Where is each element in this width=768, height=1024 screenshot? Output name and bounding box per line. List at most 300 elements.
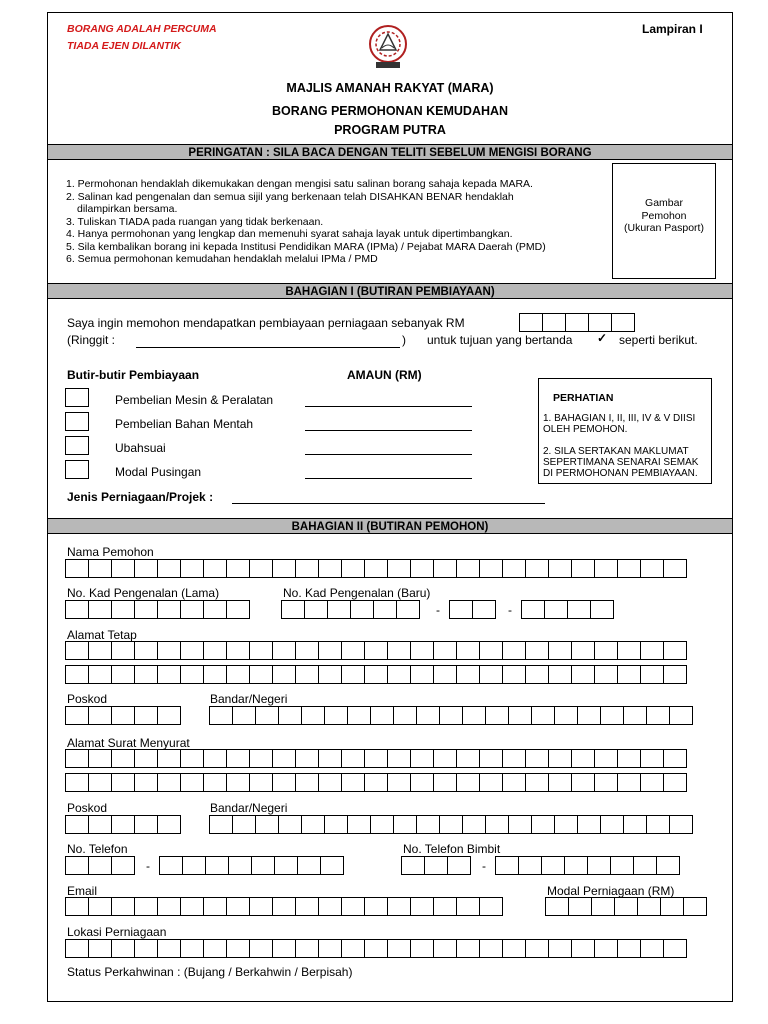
char-box[interactable] [571, 641, 595, 660]
char-box[interactable] [347, 706, 371, 725]
char-box[interactable] [410, 749, 434, 768]
char-box[interactable] [88, 897, 112, 916]
char-box[interactable] [249, 641, 273, 660]
char-box[interactable] [157, 665, 181, 684]
char-box[interactable] [433, 897, 457, 916]
char-box[interactable] [669, 706, 693, 725]
char-box[interactable] [416, 815, 440, 834]
char-box[interactable] [295, 749, 319, 768]
char-box[interactable] [88, 749, 112, 768]
ic-new-boxes-2[interactable] [449, 600, 496, 619]
photo-box[interactable] [612, 163, 716, 279]
char-box[interactable] [617, 773, 641, 792]
char-box[interactable] [456, 641, 480, 660]
char-box[interactable] [111, 749, 135, 768]
char-box[interactable] [111, 856, 135, 875]
char-box[interactable] [456, 897, 480, 916]
char-box[interactable] [318, 641, 342, 660]
char-box[interactable] [416, 706, 440, 725]
char-box[interactable] [387, 559, 411, 578]
address-boxes[interactable] [65, 641, 687, 660]
char-box[interactable] [278, 815, 302, 834]
char-box[interactable] [623, 706, 647, 725]
char-box[interactable] [134, 559, 158, 578]
char-box[interactable] [318, 665, 342, 684]
char-box[interactable] [295, 897, 319, 916]
char-box[interactable] [544, 600, 568, 619]
postcode-boxes[interactable] [65, 815, 181, 834]
char-box[interactable] [180, 773, 204, 792]
char-box[interactable] [410, 939, 434, 958]
char-box[interactable] [387, 641, 411, 660]
char-box[interactable] [180, 665, 204, 684]
char-box[interactable] [157, 897, 181, 916]
char-box[interactable] [209, 815, 233, 834]
amount-boxes[interactable] [519, 313, 635, 332]
char-box[interactable] [88, 559, 112, 578]
address-boxes[interactable] [65, 665, 687, 684]
char-box[interactable] [663, 641, 687, 660]
name-boxes[interactable] [65, 559, 687, 578]
char-box[interactable] [88, 773, 112, 792]
char-box[interactable] [341, 939, 365, 958]
char-box[interactable] [614, 897, 638, 916]
char-box[interactable] [571, 773, 595, 792]
char-box[interactable] [272, 939, 296, 958]
char-box[interactable] [525, 773, 549, 792]
char-box[interactable] [610, 856, 634, 875]
char-box[interactable] [65, 749, 89, 768]
char-box[interactable] [134, 815, 158, 834]
char-box[interactable] [88, 665, 112, 684]
char-box[interactable] [502, 641, 526, 660]
city-state-boxes[interactable] [209, 815, 693, 834]
char-box[interactable] [180, 749, 204, 768]
char-box[interactable] [663, 749, 687, 768]
email-boxes[interactable] [65, 897, 503, 916]
char-box[interactable] [521, 600, 545, 619]
char-box[interactable] [600, 706, 624, 725]
char-box[interactable] [111, 665, 135, 684]
char-box[interactable] [180, 939, 204, 958]
mobile-prefix-boxes[interactable] [401, 856, 471, 875]
char-box[interactable] [590, 600, 614, 619]
char-box[interactable] [88, 856, 112, 875]
mail-address-boxes[interactable] [65, 749, 687, 768]
char-box[interactable] [65, 939, 89, 958]
char-box[interactable] [341, 773, 365, 792]
char-box[interactable] [304, 600, 328, 619]
char-box[interactable] [209, 706, 233, 725]
char-box[interactable] [203, 665, 227, 684]
char-box[interactable] [350, 600, 374, 619]
char-box[interactable] [502, 665, 526, 684]
item-amount-line[interactable] [305, 418, 472, 431]
char-box[interactable] [370, 815, 394, 834]
item-amount-line[interactable] [305, 394, 472, 407]
char-box[interactable] [525, 641, 549, 660]
char-box[interactable] [341, 641, 365, 660]
char-box[interactable] [324, 706, 348, 725]
char-box[interactable] [301, 815, 325, 834]
char-box[interactable] [502, 749, 526, 768]
char-box[interactable] [433, 749, 457, 768]
char-box[interactable] [364, 749, 388, 768]
char-box[interactable] [272, 897, 296, 916]
char-box[interactable] [180, 641, 204, 660]
postcode-boxes[interactable] [65, 706, 181, 725]
char-box[interactable] [134, 939, 158, 958]
char-box[interactable] [318, 773, 342, 792]
char-box[interactable] [159, 856, 183, 875]
char-box[interactable] [548, 749, 572, 768]
char-box[interactable] [65, 665, 89, 684]
char-box[interactable] [324, 815, 348, 834]
char-box[interactable] [65, 641, 89, 660]
char-box[interactable] [531, 706, 555, 725]
char-box[interactable] [548, 939, 572, 958]
char-box[interactable] [232, 706, 256, 725]
phone-number-boxes[interactable] [159, 856, 344, 875]
char-box[interactable] [525, 665, 549, 684]
char-box[interactable] [424, 856, 448, 875]
char-box[interactable] [472, 600, 496, 619]
char-box[interactable] [111, 559, 135, 578]
char-box[interactable] [157, 706, 181, 725]
ic-new-boxes-1[interactable] [281, 600, 420, 619]
char-box[interactable] [571, 665, 595, 684]
char-box[interactable] [456, 773, 480, 792]
char-box[interactable] [111, 939, 135, 958]
char-box[interactable] [295, 665, 319, 684]
char-box[interactable] [203, 559, 227, 578]
char-box[interactable] [577, 815, 601, 834]
mobile-number-boxes[interactable] [495, 856, 680, 875]
char-box[interactable] [157, 939, 181, 958]
char-box[interactable] [479, 939, 503, 958]
char-box[interactable] [364, 773, 388, 792]
char-box[interactable] [226, 749, 250, 768]
char-box[interactable] [410, 641, 434, 660]
char-box[interactable] [387, 773, 411, 792]
char-box[interactable] [479, 749, 503, 768]
char-box[interactable] [157, 559, 181, 578]
char-box[interactable] [157, 749, 181, 768]
char-box[interactable] [567, 600, 591, 619]
char-box[interactable] [393, 815, 417, 834]
char-box[interactable] [433, 665, 457, 684]
char-box[interactable] [640, 665, 664, 684]
char-box[interactable] [111, 706, 135, 725]
char-box[interactable] [518, 856, 542, 875]
char-box[interactable] [591, 897, 615, 916]
char-box[interactable] [65, 897, 89, 916]
char-box[interactable] [433, 641, 457, 660]
char-box[interactable] [495, 856, 519, 875]
char-box[interactable] [640, 559, 664, 578]
char-box[interactable] [341, 559, 365, 578]
char-box[interactable] [449, 600, 473, 619]
char-box[interactable] [341, 897, 365, 916]
char-box[interactable] [548, 665, 572, 684]
char-box[interactable] [364, 939, 388, 958]
char-box[interactable] [251, 856, 275, 875]
ic-old-boxes[interactable] [65, 600, 250, 619]
char-box[interactable] [180, 600, 204, 619]
char-box[interactable] [65, 559, 89, 578]
char-box[interactable] [180, 559, 204, 578]
char-box[interactable] [433, 939, 457, 958]
item-amount-line[interactable] [305, 466, 472, 479]
char-box[interactable] [462, 706, 486, 725]
char-box[interactable] [318, 559, 342, 578]
char-box[interactable] [525, 939, 549, 958]
char-box[interactable] [508, 706, 532, 725]
char-box[interactable] [564, 856, 588, 875]
char-box[interactable] [548, 559, 572, 578]
char-box[interactable] [295, 773, 319, 792]
capital-boxes[interactable] [545, 897, 707, 916]
char-box[interactable] [401, 856, 425, 875]
char-box[interactable] [568, 897, 592, 916]
char-box[interactable] [320, 856, 344, 875]
char-box[interactable] [111, 897, 135, 916]
char-box[interactable] [226, 600, 250, 619]
char-box[interactable] [439, 706, 463, 725]
char-box[interactable] [571, 749, 595, 768]
char-box[interactable] [447, 856, 471, 875]
char-box[interactable] [640, 773, 664, 792]
char-box[interactable] [508, 815, 532, 834]
char-box[interactable] [111, 773, 135, 792]
char-box[interactable] [157, 815, 181, 834]
char-box[interactable] [545, 897, 569, 916]
char-box[interactable] [525, 559, 549, 578]
char-box[interactable] [134, 706, 158, 725]
char-box[interactable] [182, 856, 206, 875]
char-box[interactable] [232, 815, 256, 834]
char-box[interactable] [249, 773, 273, 792]
char-box[interactable] [640, 939, 664, 958]
char-box[interactable] [683, 897, 707, 916]
char-box[interactable] [65, 856, 89, 875]
char-box[interactable] [295, 559, 319, 578]
char-box[interactable] [272, 559, 296, 578]
char-box[interactable] [203, 641, 227, 660]
char-box[interactable] [249, 665, 273, 684]
char-box[interactable] [663, 559, 687, 578]
char-box[interactable] [410, 897, 434, 916]
char-box[interactable] [134, 897, 158, 916]
char-box[interactable] [111, 641, 135, 660]
item-checkbox[interactable] [65, 460, 89, 479]
char-box[interactable] [663, 665, 687, 684]
char-box[interactable] [462, 815, 486, 834]
char-box[interactable] [249, 559, 273, 578]
char-box[interactable] [157, 773, 181, 792]
char-box[interactable] [134, 773, 158, 792]
char-box[interactable] [456, 559, 480, 578]
char-box[interactable] [548, 641, 572, 660]
char-box[interactable] [479, 559, 503, 578]
char-box[interactable] [134, 641, 158, 660]
char-box[interactable] [295, 939, 319, 958]
char-box[interactable] [502, 559, 526, 578]
char-box[interactable] [278, 706, 302, 725]
char-box[interactable] [479, 641, 503, 660]
char-box[interactable] [65, 600, 89, 619]
char-box[interactable] [502, 939, 526, 958]
char-box[interactable] [646, 706, 670, 725]
char-box[interactable] [663, 939, 687, 958]
char-box[interactable] [387, 897, 411, 916]
char-box[interactable] [531, 815, 555, 834]
char-box[interactable] [669, 815, 693, 834]
char-box[interactable] [228, 856, 252, 875]
char-box[interactable] [203, 939, 227, 958]
char-box[interactable] [594, 773, 618, 792]
char-box[interactable] [180, 897, 204, 916]
char-box[interactable] [318, 897, 342, 916]
phone-prefix-boxes[interactable] [65, 856, 135, 875]
char-box[interactable] [541, 856, 565, 875]
char-box[interactable] [617, 749, 641, 768]
char-box[interactable] [157, 600, 181, 619]
char-box[interactable] [111, 600, 135, 619]
char-box[interactable] [274, 856, 298, 875]
char-box[interactable] [587, 856, 611, 875]
char-box[interactable] [272, 773, 296, 792]
char-box[interactable] [393, 706, 417, 725]
char-box[interactable] [65, 815, 89, 834]
char-box[interactable] [594, 665, 618, 684]
char-box[interactable] [65, 706, 89, 725]
char-box[interactable] [327, 600, 351, 619]
char-box[interactable] [600, 815, 624, 834]
char-box[interactable] [272, 665, 296, 684]
char-box[interactable] [364, 665, 388, 684]
char-box[interactable] [255, 815, 279, 834]
char-box[interactable] [485, 706, 509, 725]
char-box[interactable] [479, 773, 503, 792]
char-box[interactable] [364, 897, 388, 916]
char-box[interactable] [341, 665, 365, 684]
ic-new-boxes-3[interactable] [521, 600, 614, 619]
char-box[interactable] [594, 749, 618, 768]
char-box[interactable] [663, 773, 687, 792]
char-box[interactable] [226, 897, 250, 916]
char-box[interactable] [318, 939, 342, 958]
location-boxes[interactable] [65, 939, 687, 958]
item-checkbox[interactable] [65, 388, 89, 407]
city-state-boxes[interactable] [209, 706, 693, 725]
char-box[interactable] [633, 856, 657, 875]
char-box[interactable] [640, 749, 664, 768]
char-box[interactable] [433, 773, 457, 792]
char-box[interactable] [387, 665, 411, 684]
char-box[interactable] [249, 749, 273, 768]
char-box[interactable] [249, 939, 273, 958]
char-box[interactable] [485, 815, 509, 834]
char-box[interactable] [577, 706, 601, 725]
char-box[interactable] [203, 773, 227, 792]
char-box[interactable] [157, 641, 181, 660]
char-box[interactable] [640, 641, 664, 660]
char-box[interactable] [226, 773, 250, 792]
item-checkbox[interactable] [65, 436, 89, 455]
char-box[interactable] [88, 939, 112, 958]
char-box[interactable] [617, 641, 641, 660]
char-box[interactable] [301, 706, 325, 725]
char-box[interactable] [617, 665, 641, 684]
char-box[interactable] [134, 600, 158, 619]
char-box[interactable] [502, 773, 526, 792]
item-amount-line[interactable] [305, 442, 472, 455]
char-box[interactable] [205, 856, 229, 875]
char-box[interactable] [594, 641, 618, 660]
char-box[interactable] [272, 749, 296, 768]
char-box[interactable] [594, 559, 618, 578]
char-box[interactable] [656, 856, 680, 875]
char-box[interactable] [297, 856, 321, 875]
char-box[interactable] [637, 897, 661, 916]
char-box[interactable] [364, 641, 388, 660]
char-box[interactable] [203, 749, 227, 768]
char-box[interactable] [410, 773, 434, 792]
char-box[interactable] [226, 939, 250, 958]
char-box[interactable] [387, 749, 411, 768]
char-box[interactable] [554, 815, 578, 834]
char-box[interactable] [255, 706, 279, 725]
char-box[interactable] [226, 665, 250, 684]
char-box[interactable] [646, 815, 670, 834]
char-box[interactable] [456, 749, 480, 768]
char-box[interactable] [571, 559, 595, 578]
char-box[interactable] [410, 665, 434, 684]
char-box[interactable] [373, 600, 397, 619]
item-checkbox[interactable] [65, 412, 89, 431]
char-box[interactable] [341, 749, 365, 768]
char-box[interactable] [439, 815, 463, 834]
char-box[interactable] [364, 559, 388, 578]
char-box[interactable] [88, 706, 112, 725]
char-box[interactable] [203, 600, 227, 619]
char-box[interactable] [249, 897, 273, 916]
business-type-line[interactable] [232, 490, 545, 504]
char-box[interactable] [347, 815, 371, 834]
char-box[interactable] [571, 939, 595, 958]
char-box[interactable] [617, 939, 641, 958]
char-box[interactable] [410, 559, 434, 578]
char-box[interactable] [660, 897, 684, 916]
char-box[interactable] [433, 559, 457, 578]
char-box[interactable] [387, 939, 411, 958]
mail-address-boxes[interactable] [65, 773, 687, 792]
char-box[interactable] [226, 559, 250, 578]
char-box[interactable] [396, 600, 420, 619]
char-box[interactable] [318, 749, 342, 768]
char-box[interactable] [548, 773, 572, 792]
char-box[interactable] [623, 815, 647, 834]
char-box[interactable] [226, 641, 250, 660]
char-box[interactable] [88, 600, 112, 619]
char-box[interactable] [134, 749, 158, 768]
char-box[interactable] [456, 665, 480, 684]
char-box[interactable] [617, 559, 641, 578]
char-box[interactable] [65, 773, 89, 792]
char-box[interactable] [525, 749, 549, 768]
char-box[interactable] [88, 641, 112, 660]
